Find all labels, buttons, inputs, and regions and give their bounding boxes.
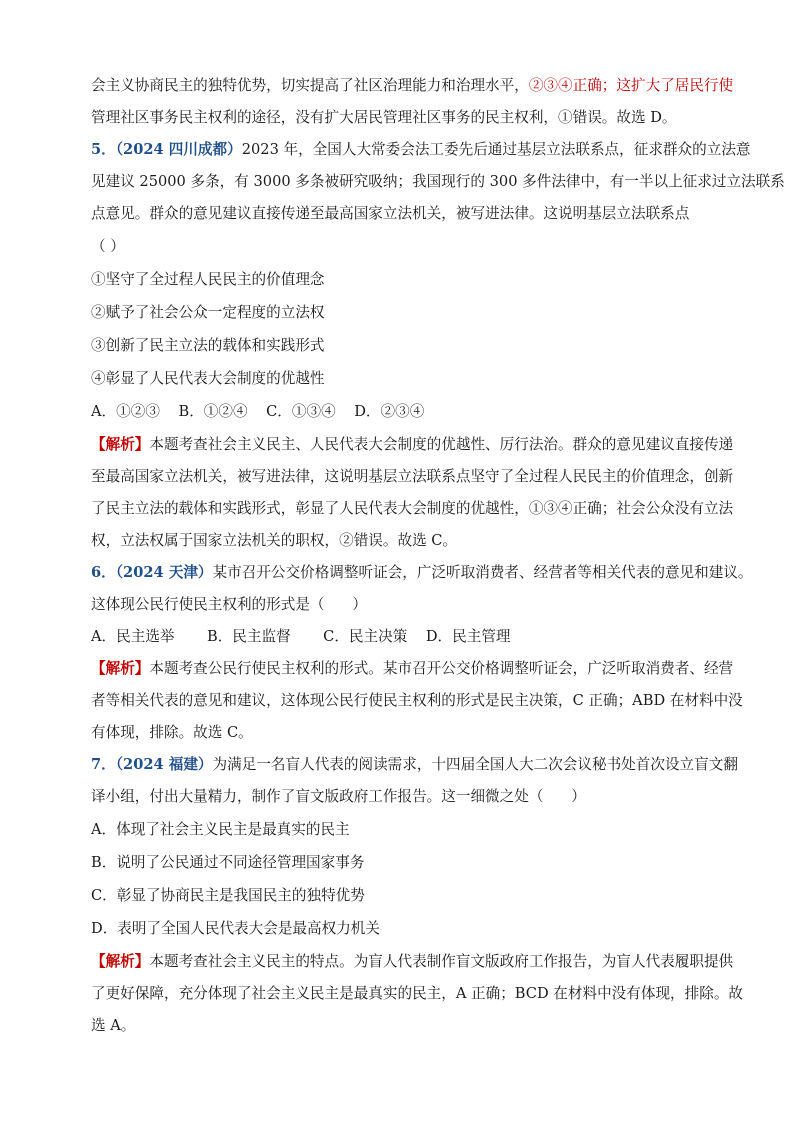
- analysis-tag: 【解析】: [91, 436, 150, 453]
- question-text: 为满足一名盲人代表的阅读需求，十四届全国人大二次会议秘书处首次设立盲文翻: [212, 756, 738, 773]
- analysis-tag: 【解析】: [91, 953, 150, 970]
- answer-paren: （ ）: [91, 238, 125, 255]
- text-line: 管理社区事务民主权利的途径，没有扩大居民管理社区事务的民主权利，①错误。故选 D。: [91, 109, 677, 126]
- question-text-line: 见建议 25000 多条，有 3000 多条被研究吸纳；我国现行的 300 多件法律中，有一半以上征求过立法联系: [91, 173, 785, 190]
- question-text-line: 译小组，付出大量精力，制作了盲文版政府工作报告。这一细微之处（ ）: [91, 788, 586, 805]
- option-item: ①坚守了全过程人民民主的价值理念: [91, 271, 325, 288]
- analysis-text: 本题考查社会主义民主、人民代表大会制度的优越性、厉行法治。群众的意见建议直接传递: [149, 436, 734, 453]
- question-number: 5．: [91, 141, 116, 158]
- option-item: A．体现了社会主义民主是最真实的民主: [91, 821, 350, 838]
- analysis-line: [91, 952, 734, 972]
- question-number: 6．: [91, 564, 116, 581]
- question-source: （2024 四川成都）: [115, 141, 242, 158]
- highlighted-text: ②③④正确；这扩大了居民行使: [528, 77, 734, 94]
- question-6-line: [91, 563, 753, 583]
- option-item: ③创新了民主立法的载体和实践形式: [91, 337, 325, 354]
- question-7-line: [91, 755, 738, 775]
- option-item: ②赋予了社会公众一定程度的立法权: [91, 304, 325, 321]
- option-item: D．表明了全国人民代表大会是最高权力机关: [91, 920, 380, 937]
- choice-row: A．民主选举 B．民主监督 C．民主决策 D．民主管理: [91, 628, 511, 645]
- question-text: 2023 年，全国人大常委会法工委先后通过基层立法联系点，征求群众的立法意: [241, 141, 751, 158]
- choice-row: A．①②③ B．①②④ C．①③④ D．②③④: [91, 403, 425, 420]
- analysis-text: 本题考查公民行使民主权利的形式。某市召开公交价格调整听证会，广泛听取消费者、经营: [149, 660, 734, 677]
- analysis-line: 了更好保障，充分体现了社会主义民主是最真实的民主，A 正确；BCD 在材料中没有体现，排除。故: [91, 985, 744, 1002]
- analysis-line: 至最高国家立法机关，被写进法律，这说明基层立法联系点坚守了全过程人民民主的价值理念，创新: [91, 468, 734, 485]
- question-text-line: 这体现公民行使民主权利的形式是（ ）: [91, 596, 367, 613]
- option-item: B．说明了公民通过不同途径管理国家事务: [91, 854, 365, 871]
- text-span: 会主义协商民主的独特优势，切实提高了社区治理能力和治理水平，: [91, 77, 529, 94]
- analysis-line: 权，立法权属于国家立法机关的职权，②错误。故选 C。: [91, 532, 458, 549]
- analysis-line: [91, 659, 734, 679]
- question-number: 7．: [91, 756, 116, 773]
- analysis-line: 有体现，排除。故选 C。: [91, 724, 253, 741]
- option-item: C．彰显了协商民主是我国民主的独特优势: [91, 887, 365, 904]
- analysis-line: 了民主立法的载体和实践形式，彰显了人民代表大会制度的优越性，①③④正确；社会公众没有立法: [91, 500, 734, 517]
- question-source: （2024 天津）: [115, 564, 213, 581]
- text-line: [91, 76, 734, 96]
- question-text-line: 点意见。群众的意见建议直接传递至最高国家立法机关，被写进法律。这说明基层立法联系点: [91, 205, 690, 222]
- question-text: 某市召开公交价格调整听证会，广泛听取消费者、经营者等相关代表的意见和建议。: [212, 564, 753, 581]
- question-5-line: [91, 140, 751, 160]
- option-item: ④彰显了人民代表大会制度的优越性: [91, 370, 325, 387]
- analysis-line: [91, 435, 734, 455]
- question-source: （2024 福建）: [115, 756, 213, 773]
- analysis-tag: 【解析】: [91, 660, 150, 677]
- analysis-line: 选 A。: [91, 1017, 136, 1034]
- analysis-line: 者等相关代表的意见和建议，这体现公民行使民主权利的形式是民主决策，C 正确；ABD 在材料中没: [91, 692, 743, 709]
- analysis-text: 本题考查社会主义民主的特点。为盲人代表制作盲文版政府工作报告，为盲人代表履职提供: [149, 953, 734, 970]
